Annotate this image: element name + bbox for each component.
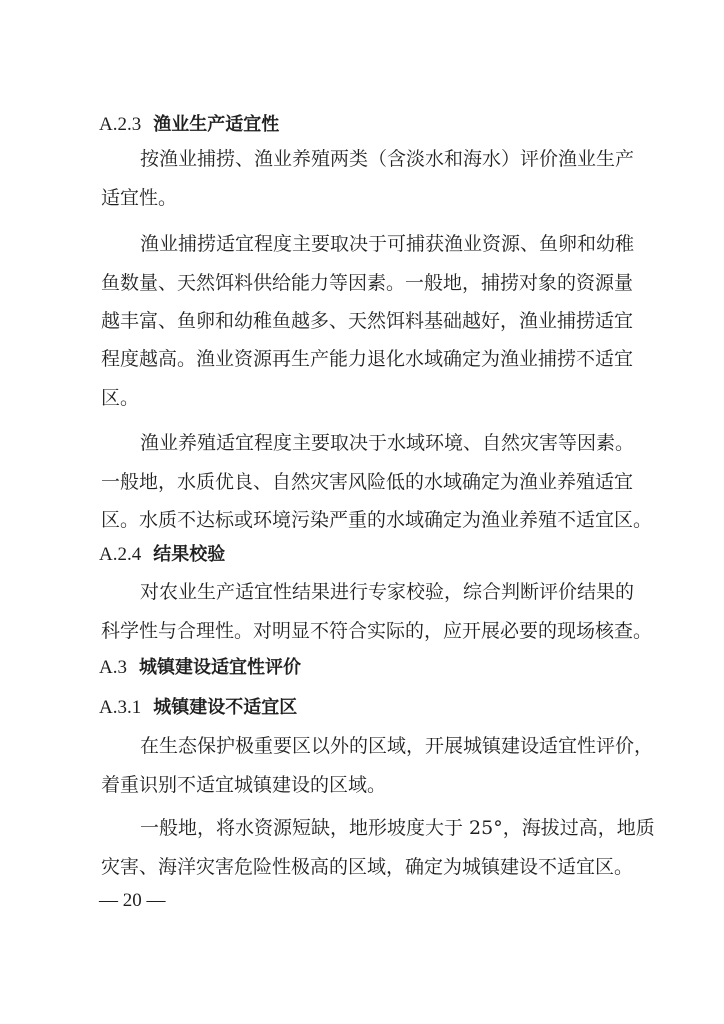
section-number: A.2.3 — [99, 114, 142, 135]
section-number: A.3 — [99, 657, 127, 678]
paragraph-line: 区。 — [101, 387, 140, 409]
section-number: A.2.4 — [99, 544, 142, 565]
paragraph-line: 在生态保护极重要区以外的区域，开展城镇建设适宜性评价， — [140, 735, 654, 757]
paragraph-line: 鱼数量、天然饵料供给能力等因素。一般地，捕捞对象的资源量 — [101, 272, 634, 294]
paragraph-line: 渔业养殖适宜程度主要取决于水域环境、自然灾害等因素。 — [140, 432, 635, 454]
paragraph-line: 渔业捕捞适宜程度主要取决于可捕获渔业资源、鱼卵和幼稚 — [140, 233, 635, 255]
paragraph-line: 科学性与合理性。对明显不符合实际的，应开展必要的现场核查。 — [101, 620, 653, 642]
paragraph-line: 着重识别不适宜城镇建设的区域。 — [101, 774, 387, 796]
paragraph-line: 区。水质不达标或环境污染严重的水域确定为渔业养殖不适宜区。 — [101, 509, 653, 531]
section-heading-a2-3 — [99, 113, 724, 137]
paragraph-line: 灾害、海洋灾害危险性极高的区域，确定为城镇建设不适宜区。 — [101, 856, 634, 878]
section-heading-a3-1 — [99, 696, 724, 720]
section-number: A.3.1 — [99, 697, 142, 718]
paragraph-line: 对农业生产适宜性结果进行专家校验，综合判断评价结果的 — [140, 581, 635, 603]
section-heading-a3 — [99, 656, 724, 680]
section-title: 城镇建设不适宜区 — [153, 697, 298, 718]
paragraph-line: 一般地，水质优良、自然灾害风险低的水域确定为渔业养殖适宜 — [101, 471, 634, 493]
paragraph-line: 程度越高。渔业资源再生产能力退化水域确定为渔业捕捞不适宜 — [101, 348, 634, 370]
paragraph-line: 越丰富、鱼卵和幼稚鱼越多、天然饵料基础越好，渔业捕捞适宜 — [101, 310, 634, 332]
page-number: — 20 — — [99, 890, 166, 911]
paragraph-line: 适宜性。 — [101, 187, 178, 209]
paragraph-line: 一般地，将水资源短缺，地形坡度大于 25°，海拔过高，地质 — [140, 817, 655, 839]
section-title: 渔业生产适宜性 — [153, 114, 280, 135]
section-title: 城镇建设适宜性评价 — [138, 657, 301, 678]
section-title: 结果校验 — [153, 544, 226, 565]
section-heading-a2-4 — [99, 543, 724, 567]
paragraph-line: 按渔业捕捞、渔业养殖两类（含淡水和海水）评价渔业生产 — [140, 148, 635, 170]
